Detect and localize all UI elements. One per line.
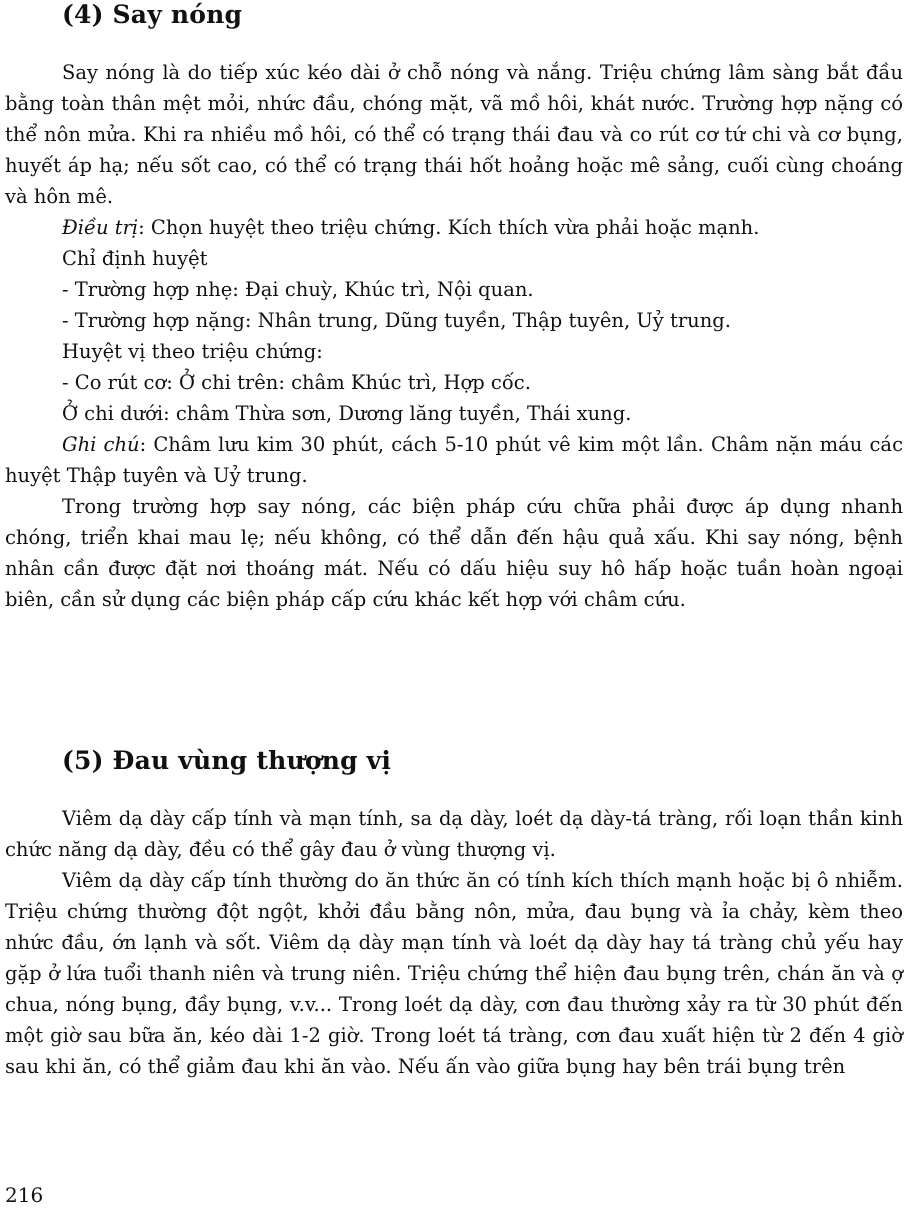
treatment-label: Điều trị [62, 216, 139, 239]
paragraph-heatstroke-closing: Trong trường hợp say nóng, các biện pháp cứu chữa phải được áp dụng nhanh chóng, triển khai mau lẹ; nếu không, có thể dẫn đến hậu quả xấu. Khi say nóng, bệnh nhân cần được đặt nơi thoáng mát. Nếu có dấu hiệu suy hô hấp hoặc tuần hoàn ngoại biên, cần sử dụng các biện pháp cấp cứu khác kết hợp với châm cứu. [5, 495, 903, 611]
paragraph-epigastric-intro: Viêm dạ dày cấp tính và mạn tính, sa dạ dày, loét dạ dày-tá tràng, rối loạn thần kinh chức năng dạ dày, đều có thể gây đau ở vùng thượng vị. [5, 807, 903, 861]
section-heatstroke-body [5, 57, 903, 615]
note-label: Ghi chú [62, 433, 140, 456]
section-epigastric-body [5, 803, 903, 1082]
section-heading-heatstroke: (4) Say nóng [62, 0, 243, 29]
paragraph-epigastric-body: Viêm dạ dày cấp tính thường do ăn thức ăn có tính kích thích mạnh hoặc bị ô nhiễm. Triệu chứng thường đột ngột, khởi đầu bằng nôn, mửa, đau bụng và ỉa chảy, kèm theo nhức đầu, ớn lạnh và sốt. Viêm dạ dày mạn tính và loét dạ dày hay tá tràng chủ yếu hay gặp ở lứa tuổi thanh niên và trung niên. Triệu chứng thể hiện đau bụng trên, chán ăn và ợ chua, nóng bụng, đầy bụng, v.v... Trong loét dạ dày, cơn đau thường xảy ra từ 30 phút đến một giờ sau bữa ăn, kéo dài 1-2 giờ. Trong loét tá tràng, cơn đau xuất hiện từ 2 đến 4 giờ sau khi ăn, có thể giảm đau khi ăn vào. Nếu ấn vào giữa bụng hay bên trái bụng trên [5, 869, 903, 1078]
cramp-lower-limb-points: Ở chi dưới: châm Thừa sơn, Dương lăng tuyền, Thái xung. [62, 402, 632, 425]
paragraph-note [5, 429, 903, 491]
treatment-text: : Chọn huyệt theo triệu chứng. Kích thích vừa phải hoặc mạnh. [138, 216, 760, 239]
page-number: 216 [5, 1183, 44, 1207]
severe-case-points: - Trường hợp nặng: Nhân trung, Dũng tuyền, Thập tuyên, Uỷ trung. [62, 309, 731, 332]
cramp-upper-limb-points: - Co rút cơ: Ở chi trên: châm Khúc trì, Hợp cốc. [62, 371, 531, 394]
symptom-points-label: Huyệt vị theo triệu chứng: [62, 340, 323, 363]
paragraph-treatment [5, 212, 903, 243]
mild-case-points: - Trường hợp nhẹ: Đại chuỳ, Khúc trì, Nội quan. [62, 278, 534, 301]
points-label: Chỉ định huyệt [62, 247, 208, 270]
paragraph-heatstroke-intro: Say nóng là do tiếp xúc kéo dài ở chỗ nóng và nắng. Triệu chứng lâm sàng bắt đầu bằng toàn thân mệt mỏi, nhức đầu, chóng mặt, vã mồ hôi, khát nước. Trường hợp nặng có thể nôn mửa. Khi ra nhiều mồ hôi, có thể có trạng thái đau và co rút cơ tứ chi và cơ bụng, huyết áp hạ; nếu sốt cao, có thể có trạng thái hốt hoảng hoặc mê sảng, cuối cùng choáng và hôn mê. [5, 61, 903, 208]
note-text: : Châm lưu kim 30 phút, cách 5-10 phút vê kim một lần. Châm nặn máu các huyệt Thập tuyên và Uỷ trung. [5, 433, 903, 487]
section-heading-epigastric-pain: (5) Đau vùng thượng vị [62, 746, 392, 775]
